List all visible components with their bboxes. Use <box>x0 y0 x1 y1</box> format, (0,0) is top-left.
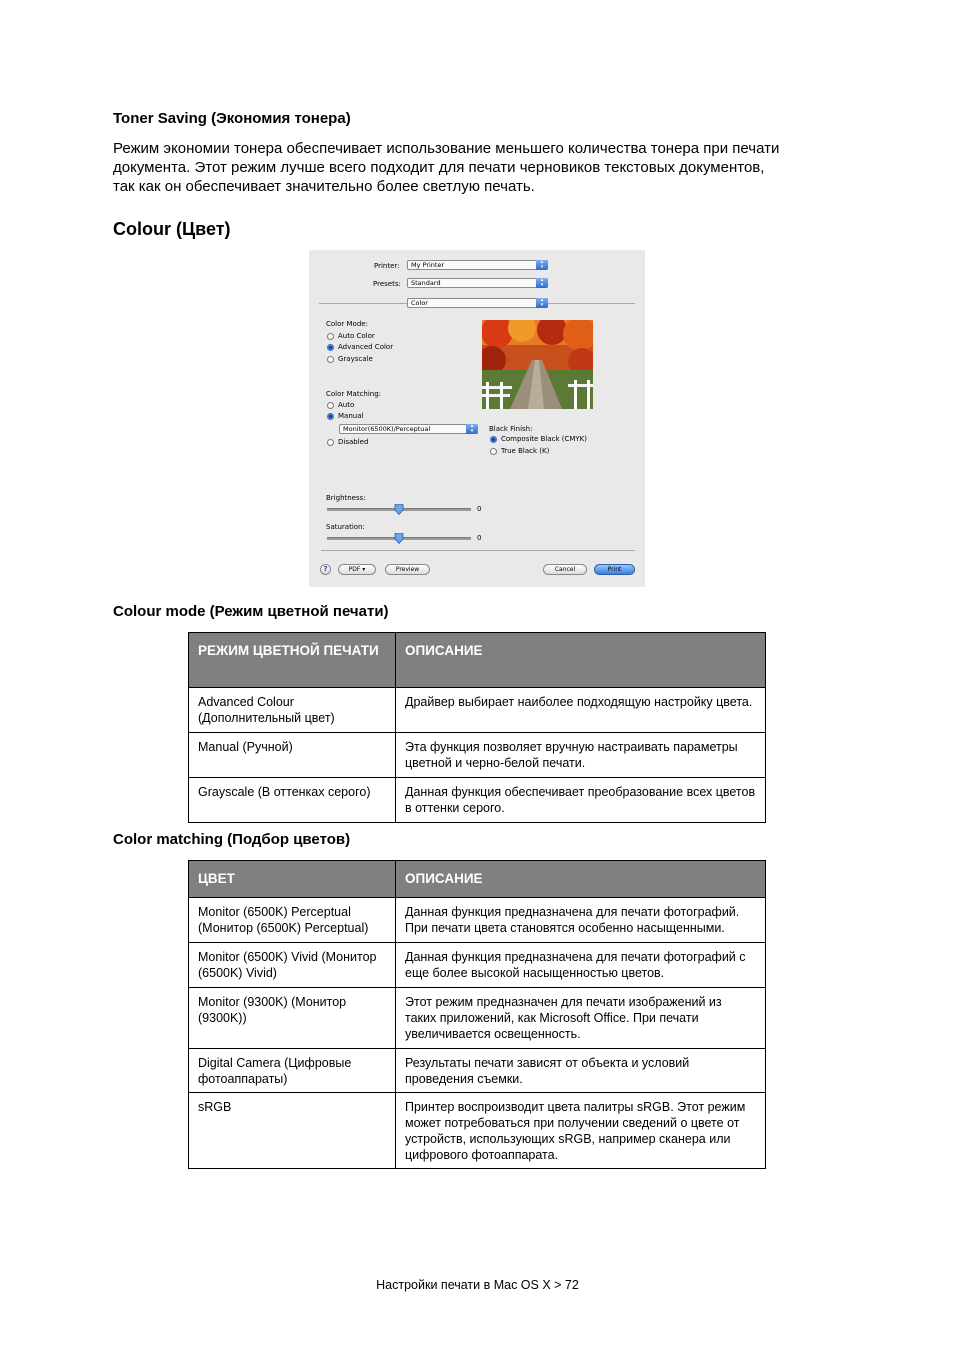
separator <box>321 550 635 551</box>
radio-true-black-label: True Black (K) <box>501 447 550 455</box>
matching-popup[interactable] <box>339 424 478 434</box>
table-cell: Данная функция предназначена для печати фотографий с еще более высокой насыщенностью цветов. <box>396 943 766 988</box>
panel-popup[interactable] <box>407 298 548 308</box>
colour-heading: Colour (Цвет) <box>113 219 231 239</box>
presets-value: Standard <box>411 279 441 287</box>
table-row <box>189 988 766 1049</box>
color-matching-label: Color Matching: <box>326 390 382 398</box>
colour-mode-table <box>188 632 766 823</box>
radio-matching-manual[interactable] <box>327 413 334 420</box>
preview-button[interactable]: Preview <box>385 564 430 575</box>
printer-label: Printer: <box>374 262 400 270</box>
black-finish-label: Black Finish: <box>489 425 533 433</box>
popup-arrows-icon: ▴ ▾ <box>536 260 548 270</box>
radio-true-black[interactable] <box>490 448 497 455</box>
table-row <box>189 1093 766 1169</box>
radio-grayscale-label: Grayscale <box>338 355 373 363</box>
saturation-slider-thumb-icon[interactable] <box>394 533 404 544</box>
page-footer: Настройки печати в Mac OS X > 72 <box>376 1278 579 1292</box>
table-cell: Данная функция обеспечивает преобразование всех цветов в оттенки серого. <box>396 778 766 823</box>
table-row <box>189 943 766 988</box>
table-row <box>189 898 766 943</box>
radio-grayscale[interactable] <box>327 356 334 363</box>
paragraph-line: документа. Этот режим лучше всего подходит для печати черновиков текстовых документов, <box>113 159 765 176</box>
brightness-label: Brightness: <box>326 494 366 502</box>
brightness-slider-thumb-icon[interactable] <box>394 504 404 515</box>
table-row <box>189 778 766 823</box>
table-cell: Эта функция позволяет вручную настраивать параметры цветной и черно-белой печати. <box>396 733 766 778</box>
autumn-road-preview-image <box>482 320 593 409</box>
print-dialog <box>309 250 645 587</box>
toner-saving-heading: Toner Saving (Экономия тонера) <box>113 110 351 127</box>
table-header-row <box>189 633 766 688</box>
table-row <box>189 733 766 778</box>
colour-mode-heading: Colour mode (Режим цветной печати) <box>113 603 389 620</box>
radio-composite-black[interactable] <box>490 436 497 443</box>
table-cell: Advanced Colour (Дополнительный цвет) <box>189 688 396 733</box>
column-header: ОПИСАНИЕ <box>396 633 766 688</box>
table-cell: Monitor (9300K) (Монитор (9300K)) <box>189 988 396 1049</box>
column-header: ЦВЕТ <box>189 861 396 898</box>
print-button[interactable]: Print <box>594 564 635 575</box>
presets-popup[interactable] <box>407 278 548 288</box>
toner-saving-paragraph <box>113 139 843 196</box>
saturation-value: 0 <box>477 534 482 542</box>
radio-auto-color-label: Auto Color <box>338 332 375 340</box>
table-cell: Результаты печати зависят от объекта и условий проведения съемки. <box>396 1049 766 1093</box>
radio-composite-black-label: Composite Black (CMYK) <box>501 435 588 443</box>
presets-label: Presets: <box>373 280 401 288</box>
radio-advanced-color[interactable] <box>327 344 334 351</box>
printer-value: My Printer <box>411 261 445 269</box>
radio-matching-disabled-label: Disabled <box>338 438 369 446</box>
popup-arrows-icon: ▴ ▾ <box>536 298 548 308</box>
column-header: РЕЖИМ ЦВЕТНОЙ ПЕЧАТИ <box>189 633 396 688</box>
table-cell: Monitor (6500K) Perceptual (Монитор (6500K) Perceptual) <box>189 898 396 943</box>
radio-matching-manual-label: Manual <box>338 412 364 420</box>
table-row <box>189 688 766 733</box>
popup-arrows-icon: ▴ ▾ <box>536 278 548 288</box>
table-cell: Monitor (6500K) Vivid (Монитор (6500K) Vivid) <box>189 943 396 988</box>
radio-matching-auto-label: Auto <box>338 401 355 409</box>
radio-advanced-color-label: Advanced Color <box>338 343 394 351</box>
cancel-button[interactable]: Cancel <box>543 564 587 575</box>
column-header: ОПИСАНИЕ <box>396 861 766 898</box>
color-matching-heading: Color matching (Подбор цветов) <box>113 831 351 848</box>
saturation-label: Saturation: <box>326 523 365 531</box>
popup-arrows-icon: ▴ ▾ <box>466 424 478 434</box>
table-cell: Данная функция предназначена для печати фотографий. При печати цвета становятся особенно насыщенными. <box>396 898 766 943</box>
radio-matching-disabled[interactable] <box>327 439 334 446</box>
panel-value: Color <box>411 299 428 307</box>
help-button[interactable]: ? <box>320 564 331 575</box>
brightness-value: 0 <box>477 505 482 513</box>
printer-popup[interactable] <box>407 260 548 270</box>
table-cell: Digital Camera (Цифровые фотоаппараты) <box>189 1049 396 1093</box>
color-mode-label: Color Mode: <box>326 320 368 328</box>
table-cell: Grayscale (В оттенках серого) <box>189 778 396 823</box>
pdf-button[interactable]: PDF ▾ <box>338 564 376 575</box>
table-cell: Принтер воспроизводит цвета палитры sRGB. Этот режим может потребоваться при получении сведений о цвете от устройств, использующих sRGB, например сканера или цифрового фотоаппарата. <box>396 1093 766 1169</box>
matching-popup-value: Monitor(6500K)/Perceptual <box>343 425 431 433</box>
radio-matching-auto[interactable] <box>327 402 334 409</box>
table-cell: Драйвер выбирает наиболее подходящую настройку цвета. <box>396 688 766 733</box>
table-header-row <box>189 861 766 898</box>
radio-auto-color[interactable] <box>327 333 334 340</box>
table-row <box>189 1049 766 1093</box>
color-matching-table <box>188 860 766 1169</box>
paragraph-line: Режим экономии тонера обеспечивает использование меньшего количества тонера при печати <box>113 140 780 157</box>
table-cell: sRGB <box>189 1093 396 1169</box>
paragraph-line: так как он обеспечивает значительно более светлую печать. <box>113 178 535 195</box>
table-cell: Этот режим предназначен для печати изображений из таких приложений, как Microsoft Office. При печати увеличивается освещенность. <box>396 988 766 1049</box>
table-cell: Manual (Ручной) <box>189 733 396 778</box>
